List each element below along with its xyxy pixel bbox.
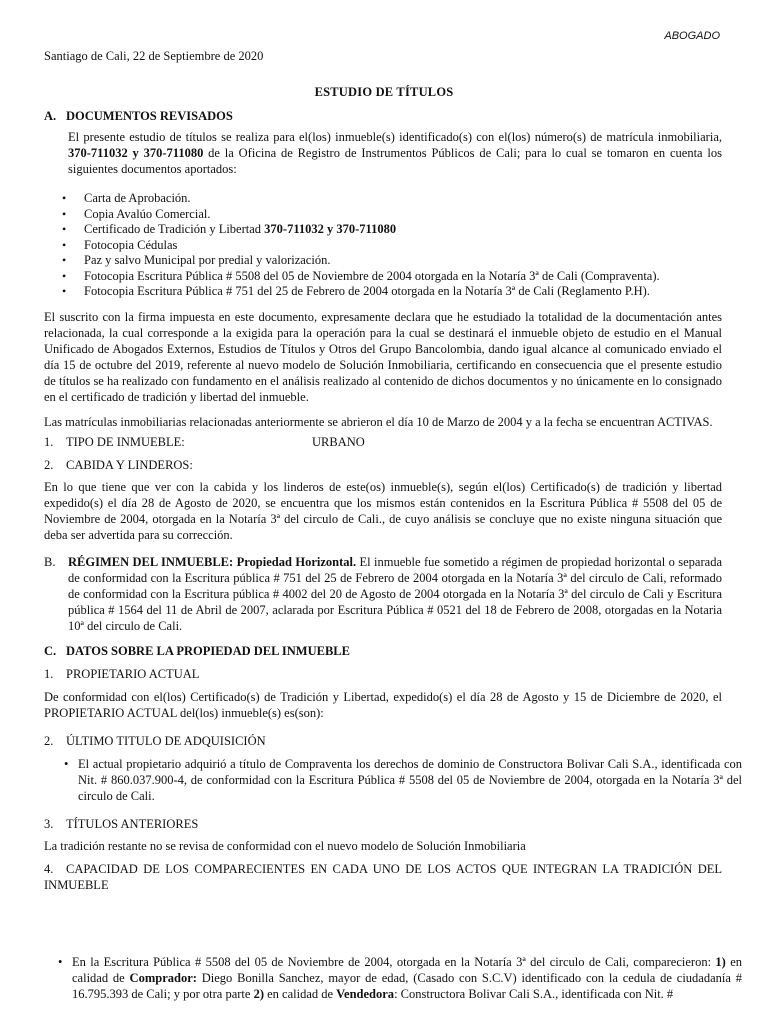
item-1-label: TIPO DE INMUEBLE: — [66, 435, 185, 449]
list-item: • Fotocopia Escritura Pública # 5508 del 05 de Noviembre de 2004 otorgada en la Notaría 3ª de Cali (Compraventa). — [58, 269, 722, 285]
document-title: ESTUDIO DE TÍTULOS — [314, 85, 454, 99]
c4-heading — [44, 861, 722, 893]
declaration-paragraph: El suscrito con la firma impuesta en este documento, expresamente declara que he estudiado la totalidad de la documentación antes relacionada, la cual corresponde a la exigida para la operación para la cual se destinará el inmueble objeto de estudio en el Manual Unificado de Abogados Externos, Estudios de Títulos y Otros del Grupo Bancolombia, dando igual alcance al comunicado enviado el día 15 de octubre del 2019, referente al nuevo modelo de Solución Inmobiliaria, certificando en consecuencia que el presente estudio de títulos se ha realizado con fundamento en el análisis realizado al contenido de dichos documentos y no únicamente en lo consignado en el certificado de tradición y libertad del inmueble. — [44, 310, 722, 404]
section-a-intro — [68, 129, 722, 177]
matriculas-status: Las matrículas inmobiliarias relacionadas anteriormente se abrieron el día 10 de Marzo de 2004 y a la fecha se encuentran ACTIVAS. — [44, 415, 713, 429]
documents-list — [58, 191, 722, 300]
c4-paragraph: • En la Escritura Pública # 5508 del 05 de Noviembre de 2004, otorgada en la Notaría 3ª del circulo de Cali, comparecieron: 1) en calidad de Comprador: Diego Bonilla Sanchez, mayor de edad, (Casado con S.C.V) identificado con la cedula de ciudadanía # 16.795.393 de Cali; y por otra parte 2) en calidad de Vendedora: Constructora Bolivar Cali S.A., identificada con Nit. # — [52, 954, 742, 1002]
item-1-heading — [44, 434, 185, 450]
intro-text-1: El presente estudio de títulos se realiza para el(los) inmueble(s) identificado(s) con el(los) número(s) de matrícula inmobiliaria, — [68, 130, 722, 144]
section-a-title: DOCUMENTOS REVISADOS — [66, 109, 233, 123]
c1-heading — [44, 666, 199, 682]
c2-heading — [44, 733, 266, 749]
section-a-letter: A. — [44, 109, 57, 123]
c3-paragraph: La tradición restante no se revisa de conformidad con el nuevo modelo de Solución Inmobiliaria — [44, 839, 526, 853]
item-2-num: 2. — [44, 458, 54, 472]
c2-num: 2. — [44, 734, 54, 748]
section-b-paragraph — [68, 554, 722, 634]
c3-label: TÍTULOS ANTERIORES — [66, 817, 199, 831]
list-item: • Carta de Aprobación. — [58, 191, 722, 207]
c3-heading — [44, 816, 198, 832]
item-2-label: CABIDA Y LINDEROS: — [66, 458, 193, 472]
section-b-title: RÉGIMEN DEL INMUEBLE: — [68, 555, 234, 569]
item-1-num: 1. — [44, 435, 54, 449]
intro-text-2: de la Oficina de Registro de Instrumentos Públicos de Cali; para lo cual se tomaron en cuenta los siguientes documentos aportados: — [68, 146, 723, 176]
section-b-text: El inmueble fue sometido a régimen de propiedad horizontal o separada de conformidad con la Escritura pública # 751 del 25 de Febrero de 2004 otorgada en la Notaría 3ª del circulo de Cali, reformado de conformidad con la Escritura pública # 4002 del 20 de Agosto de 2004 otorgada en la Notaría 3ª del circulo de Cali y Escritura pública # 1564 del 11 de Abril de 2007, aclarada por Escritura Pública # 0521 del 18 de Febrero de 2008, otorgadas en la Notaria 10ª del circulo de Cali. — [68, 555, 722, 633]
c1-num: 1. — [44, 667, 54, 681]
section-b-letter: B. — [44, 555, 56, 569]
list-item: • Fotocopia Escritura Pública # 751 del 25 de Febrero de 2004 otorgada en la Notaría 3ª de Cali (Reglamento P.H). — [58, 284, 722, 300]
header-role: ABOGADO — [664, 30, 720, 42]
list-item: • Certificado de Tradición y Libertad 370-711032 y 370-711080 — [58, 222, 722, 238]
intro-matriculas: 370-711032 y 370-711080 — [68, 146, 204, 160]
c3-num: 3. — [44, 817, 54, 831]
c1-paragraph: De conformidad con el(los) Certificado(s) de Tradición y Libertad, expedido(s) el día 28 de Agosto y 15 de Diciembre de 2020, el PROPIETARIO ACTUAL del(los) inmueble(s) es(son): — [44, 690, 722, 720]
item-1-value: URBANO — [312, 435, 365, 449]
c4-num: 4. — [44, 862, 54, 876]
section-b-value: Propiedad Horizontal. — [233, 555, 357, 569]
c4-label: CAPACIDAD DE LOS COMPARECIENTES EN CADA UNO DE LOS ACTOS QUE INTEGRAN LA TRADICIÓN DEL INMUEBLE — [44, 862, 722, 892]
section-c-title: DATOS SOBRE LA PROPIEDAD DEL INMUEBLE — [66, 644, 350, 658]
c2-label: ÚLTIMO TITULO DE ADQUISICIÓN — [66, 734, 266, 748]
section-a-heading — [44, 108, 233, 124]
list-item: • Fotocopia Cédulas — [58, 238, 722, 254]
c1-label: PROPIETARIO ACTUAL — [66, 667, 200, 681]
item-2-heading — [44, 457, 193, 473]
list-item: • Copia Avalúo Comercial. — [58, 207, 722, 223]
date-line: Santiago de Cali, 22 de Septiembre de 2020 — [44, 49, 264, 63]
list-item: • Paz y salvo Municipal por predial y valorización. — [58, 253, 722, 269]
section-c-heading — [44, 643, 350, 659]
item-2-paragraph: En lo que tiene que ver con la cabida y los linderos de este(os) inmueble(s), según el(los) Certificado(s) de tradición y libertad expedido(s) el día 28 de Agosto de 2020, se encuentra que los mismos están contenidos en la Escritura Pública # 5508 del 05 de Noviembre de 2004, otorgada en la Notaría 3ª del circulo de Cali., de cuyo análisis se concluye que no existe ninguna situación que deba ser advertida para su corrección. — [44, 480, 722, 542]
c2-paragraph: • El actual propietario adquirió a título de Compraventa los derechos de dominio de Constructora Bolivar Cali S.A., identificada con Nit. # 860.037.900-4, de conformidad con la Escritura Pública # 5508 del 05 de Noviembre de 2004, otorgada en la Notaría 3ª del circulo de Cali. — [58, 756, 742, 804]
section-c-letter: C. — [44, 644, 57, 658]
